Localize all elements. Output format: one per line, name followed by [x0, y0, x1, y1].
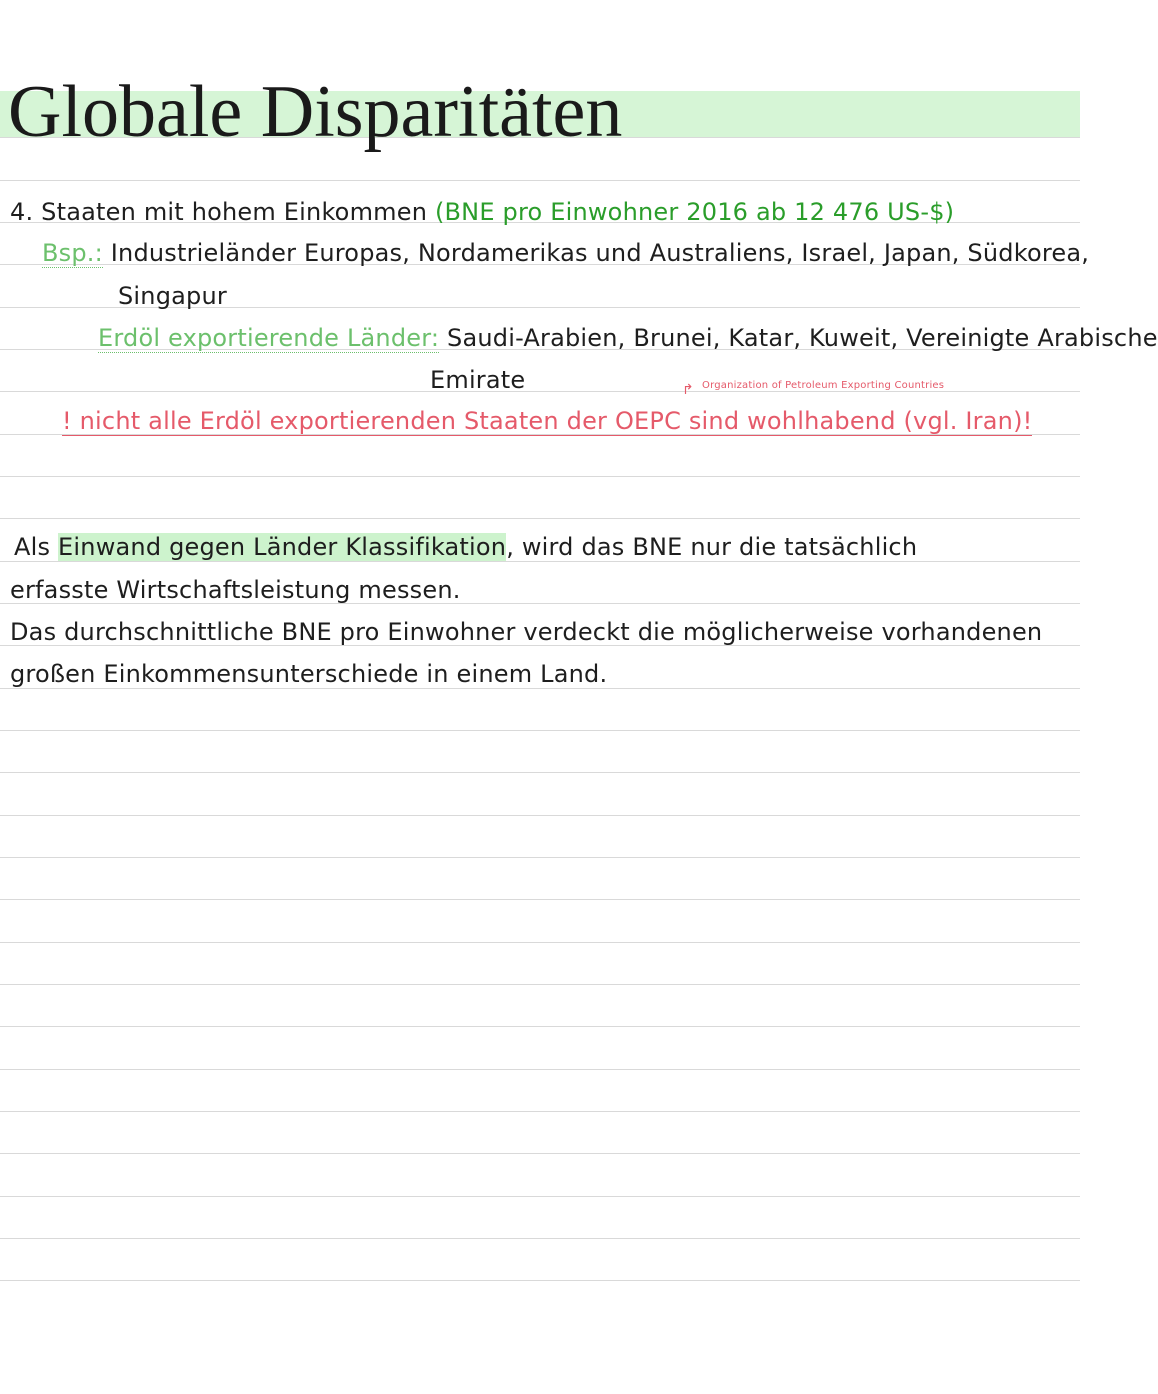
section-heading	[10, 197, 954, 227]
annotation-arrow-icon: ↱	[682, 382, 694, 398]
example-line-2: Singapur	[118, 282, 227, 310]
ruled-line	[0, 1238, 1080, 1239]
ruled-line	[0, 899, 1080, 900]
ruled-line	[0, 1026, 1080, 1027]
ruled-line	[0, 1280, 1080, 1281]
paragraph-line-2: erfasste Wirtschaftsleistung messen.	[10, 576, 461, 604]
paragraph-line-3: Das durchschnittliche BNE pro Einwohner verdeckt die möglicherweise vorhandenen	[10, 618, 1043, 646]
section-number: 4.	[10, 198, 34, 226]
ruled-line	[0, 1153, 1080, 1154]
ruled-line	[0, 180, 1080, 181]
paragraph-highlight: Einwand gegen Länder Klassifikation	[58, 533, 507, 561]
paragraph-line-1	[14, 532, 917, 562]
ruled-line	[0, 984, 1080, 985]
oil-line-1	[98, 323, 1158, 353]
paragraph-line1-end: , wird das BNE nur die tatsächlich	[506, 533, 918, 561]
page-title: Globale Disparitäten	[8, 71, 623, 153]
ruled-line	[0, 1069, 1080, 1070]
oil-label: Erdöl exportierende Länder:	[98, 324, 440, 352]
ruled-line	[0, 730, 1080, 731]
ruled-line	[0, 815, 1080, 816]
section-heading-text: Staaten mit hohem Einkommen	[41, 198, 428, 226]
example-line-1	[42, 238, 1089, 268]
oil-text-1: Saudi-Arabien, Brunei, Katar, Kuweit, Vereinigte Arabische	[447, 324, 1158, 352]
opec-annotation: Organization of Petroleum Exporting Countries	[702, 380, 945, 391]
paragraph-line-4: großen Einkommensunterschiede in einem Land.	[10, 660, 608, 688]
example-text-1: Industrieländer Europas, Nordamerikas und Australiens, Israel, Japan, Südkorea,	[110, 239, 1090, 267]
oil-line-2: Emirate	[430, 366, 526, 394]
ruled-line	[0, 772, 1080, 773]
ruled-line	[0, 518, 1080, 519]
paragraph-line1-start: Als	[14, 533, 51, 561]
ruled-line	[0, 476, 1080, 477]
ruled-line	[0, 857, 1080, 858]
ruled-line	[0, 1196, 1080, 1197]
section-heading-paren: (BNE pro Einwohner 2016 ab 12 476 US-$)	[434, 198, 955, 226]
ruled-line	[0, 942, 1080, 943]
warning-text: ! nicht alle Erdöl exportierenden Staaten der OEPC sind wohlhabend (vgl. Iran)!	[62, 407, 1033, 435]
example-label: Bsp.:	[42, 239, 103, 267]
warning-line	[62, 406, 1032, 436]
ruled-line	[0, 1111, 1080, 1112]
